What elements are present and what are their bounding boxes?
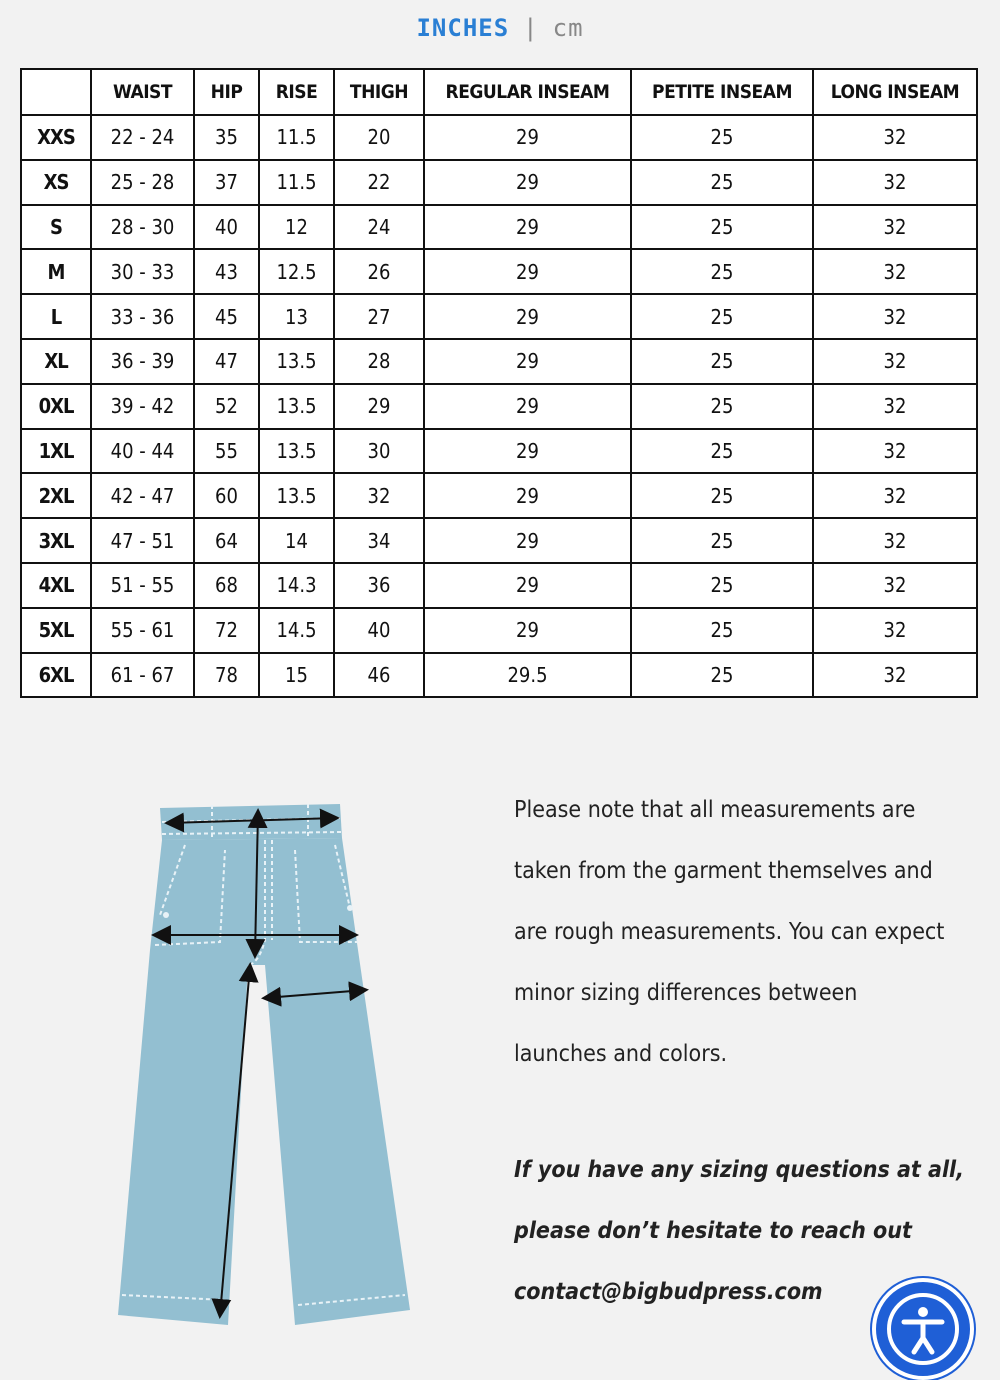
table-cell: 25	[631, 294, 813, 339]
size-label: XS	[21, 160, 91, 205]
note-line: minor sizing differences between	[514, 980, 858, 1006]
table-cell: 13	[259, 294, 334, 339]
size-label: XL	[21, 339, 91, 384]
table-cell: 32	[813, 384, 977, 429]
table-cell: 13.5	[259, 339, 334, 384]
table-cell: 25	[631, 608, 813, 653]
table-cell: 14.3	[259, 563, 334, 608]
table-cell: 42 - 47	[91, 473, 194, 518]
table-cell: 32	[813, 294, 977, 339]
pants-measurement-diagram-icon	[100, 790, 430, 1330]
table-cell: 32	[813, 205, 977, 250]
accessibility-icon	[876, 1282, 970, 1376]
column-header: REGULAR INSEAM	[424, 69, 631, 115]
note-line: launches and colors.	[514, 1041, 728, 1067]
table-cell: 14.5	[259, 608, 334, 653]
table-cell: 25	[631, 339, 813, 384]
table-cell: 25	[631, 653, 813, 698]
table-cell: 28 - 30	[91, 205, 194, 250]
contact-line: If you have any sizing questions at all,	[514, 1157, 965, 1183]
table-cell: 25	[631, 384, 813, 429]
table-cell: 25	[631, 160, 813, 205]
size-label: S	[21, 205, 91, 250]
table-cell: 55 - 61	[91, 608, 194, 653]
unit-separator: |	[523, 14, 539, 42]
table-cell: 29	[424, 339, 631, 384]
table-cell: 33 - 36	[91, 294, 194, 339]
column-header: RISE	[259, 69, 334, 115]
table-row	[21, 429, 977, 474]
table-cell: 12.5	[259, 249, 334, 294]
table-row	[21, 518, 977, 563]
table-cell: 30	[334, 429, 424, 474]
table-cell: 15	[259, 653, 334, 698]
size-label: L	[21, 294, 91, 339]
table-header-row	[21, 69, 977, 115]
table-cell: 40	[334, 608, 424, 653]
unit-inches-tab[interactable]: INCHES	[416, 14, 510, 42]
table-row	[21, 653, 977, 698]
table-cell: 43	[194, 249, 259, 294]
table-cell: 34	[334, 518, 424, 563]
table-cell: 25	[631, 205, 813, 250]
note-line: are rough measurements. You can expect	[514, 919, 945, 945]
table-cell: 29.5	[424, 653, 631, 698]
table-cell: 51 - 55	[91, 563, 194, 608]
table-row	[21, 115, 977, 160]
table-cell: 29	[424, 608, 631, 653]
table-cell: 13.5	[259, 429, 334, 474]
size-label: 2XL	[21, 473, 91, 518]
table-cell: 30 - 33	[91, 249, 194, 294]
table-cell: 32	[813, 429, 977, 474]
size-label: XXS	[21, 115, 91, 160]
table-cell: 29	[424, 518, 631, 563]
table-row	[21, 608, 977, 653]
table-cell: 13.5	[259, 384, 334, 429]
note-line: taken from the garment themselves and	[514, 858, 933, 884]
table-cell: 46	[334, 653, 424, 698]
table-row	[21, 473, 977, 518]
table-cell: 32	[813, 115, 977, 160]
table-cell: 29	[424, 294, 631, 339]
table-cell: 45	[194, 294, 259, 339]
table-row	[21, 160, 977, 205]
table-row	[21, 249, 977, 294]
header-corner	[21, 69, 91, 115]
table-row	[21, 205, 977, 250]
size-label: 1XL	[21, 429, 91, 474]
table-cell: 29	[424, 429, 631, 474]
table-cell: 29	[424, 384, 631, 429]
column-header: THIGH	[334, 69, 424, 115]
table-cell: 32	[813, 563, 977, 608]
table-cell: 22 - 24	[91, 115, 194, 160]
contact-email-link[interactable]: contact@bigbudpress.com	[514, 1279, 823, 1305]
table-cell: 22	[334, 160, 424, 205]
table-cell: 47 - 51	[91, 518, 194, 563]
table-cell: 37	[194, 160, 259, 205]
table-cell: 25	[631, 518, 813, 563]
size-label: 4XL	[21, 563, 91, 608]
accessibility-button[interactable]	[872, 1278, 974, 1380]
table-cell: 32	[813, 608, 977, 653]
table-cell: 14	[259, 518, 334, 563]
table-cell: 11.5	[259, 160, 334, 205]
table-cell: 32	[813, 339, 977, 384]
note-line: Please note that all measurements are	[514, 797, 916, 823]
table-cell: 68	[194, 563, 259, 608]
table-cell: 25	[631, 429, 813, 474]
table-cell: 60	[194, 473, 259, 518]
table-row	[21, 294, 977, 339]
table-cell: 32	[334, 473, 424, 518]
table-cell: 78	[194, 653, 259, 698]
table-cell: 12	[259, 205, 334, 250]
unit-toggle	[0, 14, 1000, 42]
table-cell: 20	[334, 115, 424, 160]
column-header: LONG INSEAM	[813, 69, 977, 115]
table-cell: 32	[813, 249, 977, 294]
table-cell: 32	[813, 160, 977, 205]
table-cell: 32	[813, 473, 977, 518]
column-header: HIP	[194, 69, 259, 115]
size-label: 5XL	[21, 608, 91, 653]
size-label: 3XL	[21, 518, 91, 563]
table-row	[21, 339, 977, 384]
table-cell: 61 - 67	[91, 653, 194, 698]
table-cell: 32	[813, 653, 977, 698]
table-cell: 32	[813, 518, 977, 563]
table-cell: 29	[424, 115, 631, 160]
size-label: M	[21, 249, 91, 294]
table-cell: 29	[424, 205, 631, 250]
table-cell: 29	[424, 249, 631, 294]
table-cell: 28	[334, 339, 424, 384]
table-cell: 11.5	[259, 115, 334, 160]
table-cell: 36 - 39	[91, 339, 194, 384]
size-label: 6XL	[21, 653, 91, 698]
table-cell: 24	[334, 205, 424, 250]
table-cell: 25	[631, 563, 813, 608]
table-cell: 55	[194, 429, 259, 474]
table-cell: 25 - 28	[91, 160, 194, 205]
table-cell: 29	[334, 384, 424, 429]
table-cell: 29	[424, 563, 631, 608]
table-cell: 35	[194, 115, 259, 160]
table-cell: 47	[194, 339, 259, 384]
table-row	[21, 563, 977, 608]
table-cell: 64	[194, 518, 259, 563]
measurement-note	[514, 780, 984, 1085]
table-cell: 52	[194, 384, 259, 429]
contact-line: please don’t hesitate to reach out	[514, 1218, 912, 1244]
table-cell: 72	[194, 608, 259, 653]
table-cell: 25	[631, 473, 813, 518]
table-row	[21, 384, 977, 429]
table-cell: 13.5	[259, 473, 334, 518]
column-header: PETITE INSEAM	[631, 69, 813, 115]
size-label: 0XL	[21, 384, 91, 429]
table-cell: 29	[424, 160, 631, 205]
unit-cm-tab[interactable]: cm	[552, 14, 584, 42]
table-cell: 25	[631, 249, 813, 294]
column-header: WAIST	[91, 69, 194, 115]
table-cell: 27	[334, 294, 424, 339]
table-cell: 40	[194, 205, 259, 250]
table-cell: 39 - 42	[91, 384, 194, 429]
table-cell: 36	[334, 563, 424, 608]
table-cell: 26	[334, 249, 424, 294]
table-cell: 25	[631, 115, 813, 160]
size-chart-table	[20, 68, 978, 698]
table-cell: 40 - 44	[91, 429, 194, 474]
table-cell: 29	[424, 473, 631, 518]
